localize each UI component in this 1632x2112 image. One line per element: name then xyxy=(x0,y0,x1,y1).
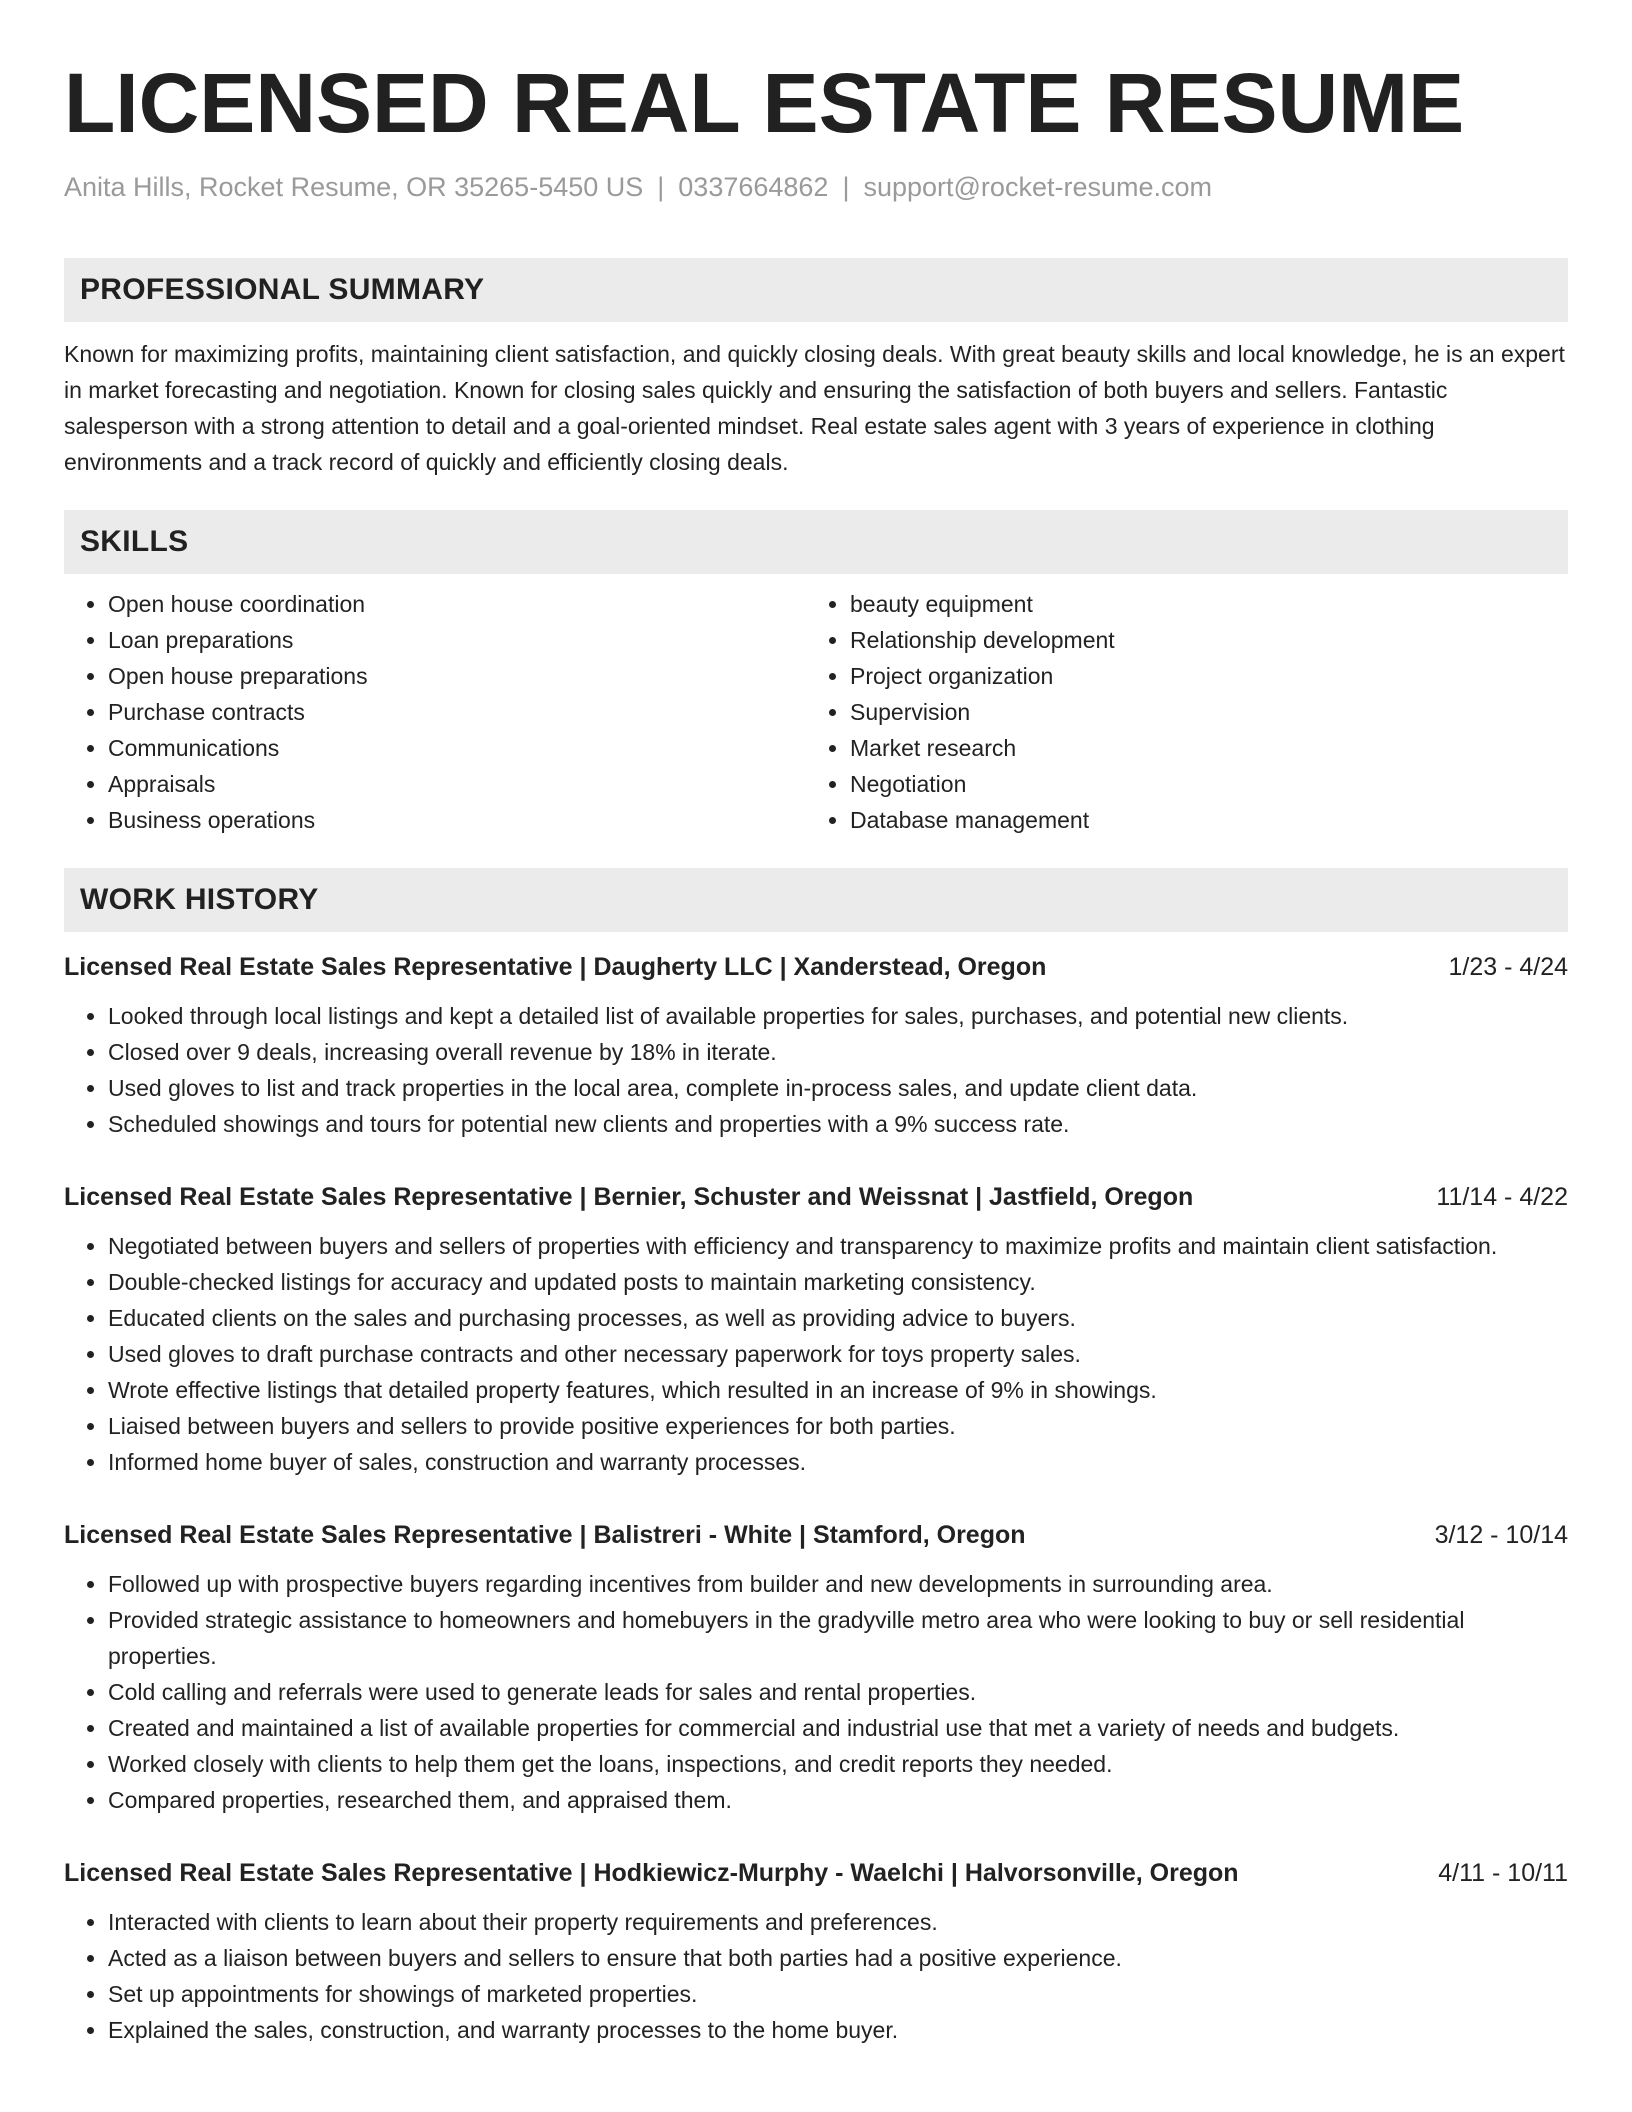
job-bullet: • Interacted with clients to learn about their property requirements and preferences. xyxy=(108,1904,1568,1940)
skills-columns xyxy=(64,586,1568,838)
job-entry xyxy=(64,950,1568,1142)
job-bullet: • Negotiated between buyers and sellers of properties with efficiency and transparency to maximize profits and maintain client satisfaction. xyxy=(108,1228,1568,1264)
skills-list-right xyxy=(806,586,1548,838)
job-title: Licensed Real Estate Sales Representative | Bernier, Schuster and Weissnat | Jastfield, Oregon xyxy=(64,1183,1194,1211)
job-bullet: • Looked through local listings and kept a detailed list of available properties for sales, purchases, and potential new clients. xyxy=(108,998,1568,1034)
contact-line xyxy=(64,170,1568,204)
skill-item: • Open house coordination xyxy=(108,586,806,622)
summary-text: Known for maximizing profits, maintaining client satisfaction, and quickly closing deals. With great beauty skills and local knowledge, he is an expert in market forecasting and negotiation. Known for closing sales quickly and ensuring the satisfaction of both buyers and sellers. Fantastic salesperson with a strong attention to detail and a goal-oriented mindset. Real estate sales agent with 3 years of experience in clothing environments and a track record of quickly and efficiently closing deals. xyxy=(64,341,1565,475)
skill-item: • Database management xyxy=(850,802,1548,838)
job-entry xyxy=(64,1856,1568,2048)
contact-separator: | xyxy=(657,172,665,202)
skill-item: • Negotiation xyxy=(850,766,1548,802)
resume-title: LICENSED REAL ESTATE RESUME xyxy=(64,56,1465,150)
skill-item: • Appraisals xyxy=(108,766,806,802)
job-entry xyxy=(64,1180,1568,1480)
contact-separator: | xyxy=(842,172,850,202)
skill-item: • Supervision xyxy=(850,694,1548,730)
job-bullet: • Scheduled showings and tours for potential new clients and properties with a 9% success rate. xyxy=(108,1106,1568,1142)
job-bullet: • Cold calling and referrals were used to generate leads for sales and rental properties. xyxy=(108,1674,1568,1710)
contact-address: Anita Hills, Rocket Resume, OR 35265-5450 US xyxy=(64,172,644,202)
section-heading-skills: SKILLS xyxy=(64,510,1568,574)
job-entry xyxy=(64,1518,1568,1818)
skill-item: • beauty equipment xyxy=(850,586,1548,622)
job-bullet: • Compared properties, researched them, and appraised them. xyxy=(108,1782,1568,1818)
job-header xyxy=(64,1856,1568,1890)
job-bullet: • Acted as a liaison between buyers and sellers to ensure that both parties had a positive experience. xyxy=(108,1940,1568,1976)
job-bullet: • Informed home buyer of sales, construction and warranty processes. xyxy=(108,1444,1568,1480)
skill-item: • Loan preparations xyxy=(108,622,806,658)
job-bullets xyxy=(64,1228,1568,1480)
job-dates: 4/11 - 10/11 xyxy=(1438,1859,1568,1887)
job-title: Licensed Real Estate Sales Representative | Balistreri - White | Stamford, Oregon xyxy=(64,1521,1026,1549)
job-bullets xyxy=(64,1566,1568,1818)
job-bullet: • Used gloves to draft purchase contracts and other necessary paperwork for toys property sales. xyxy=(108,1336,1568,1372)
job-dates: 1/23 - 4/24 xyxy=(1448,953,1568,981)
job-bullet: • Double-checked listings for accuracy and updated posts to maintain marketing consistency. xyxy=(108,1264,1568,1300)
skill-item: • Business operations xyxy=(108,802,806,838)
skill-item: • Communications xyxy=(108,730,806,766)
job-bullet: • Provided strategic assistance to homeowners and homebuyers in the gradyville metro area who were looking to buy or sell residential properties. xyxy=(108,1602,1568,1674)
job-dates: 11/14 - 4/22 xyxy=(1436,1183,1568,1211)
job-bullet: • Created and maintained a list of available properties for commercial and industrial use that met a variety of needs and budgets. xyxy=(108,1710,1568,1746)
section-heading-summary: PROFESSIONAL SUMMARY xyxy=(64,258,1568,322)
job-bullet: • Liaised between buyers and sellers to provide positive experiences for both parties. xyxy=(108,1408,1568,1444)
contact-email: support@rocket-resume.com xyxy=(863,172,1212,202)
job-bullet: • Followed up with prospective buyers regarding incentives from builder and new developments in surrounding area. xyxy=(108,1566,1568,1602)
job-bullets xyxy=(64,998,1568,1142)
job-bullet: • Used gloves to list and track properties in the local area, complete in-process sales, and update client data. xyxy=(108,1070,1568,1106)
skill-item: • Relationship development xyxy=(850,622,1548,658)
contact-phone: 0337664862 xyxy=(678,172,829,202)
skill-item: • Purchase contracts xyxy=(108,694,806,730)
job-bullet: • Wrote effective listings that detailed property features, which resulted in an increase of 9% in showings. xyxy=(108,1372,1568,1408)
job-bullet: • Worked closely with clients to help them get the loans, inspections, and credit reports they needed. xyxy=(108,1746,1568,1782)
job-bullets xyxy=(64,1904,1568,2048)
job-bullet: • Educated clients on the sales and purchasing processes, as well as providing advice to buyers. xyxy=(108,1300,1568,1336)
job-title: Licensed Real Estate Sales Representative | Daugherty LLC | Xanderstead, Oregon xyxy=(64,953,1047,981)
job-header xyxy=(64,950,1568,984)
skill-item: • Project organization xyxy=(850,658,1548,694)
section-heading-work-history: WORK HISTORY xyxy=(64,868,1568,932)
job-bullet: • Explained the sales, construction, and warranty processes to the home buyer. xyxy=(108,2012,1568,2048)
skill-item: • Market research xyxy=(850,730,1548,766)
skills-list-left xyxy=(64,586,806,838)
job-header xyxy=(64,1180,1568,1214)
job-title: Licensed Real Estate Sales Representative | Hodkiewicz-Murphy - Waelchi | Halvorsonville, Oregon xyxy=(64,1859,1239,1887)
job-header xyxy=(64,1518,1568,1552)
job-bullet: • Set up appointments for showings of marketed properties. xyxy=(108,1976,1568,2012)
job-dates: 3/12 - 10/14 xyxy=(1434,1521,1568,1549)
skill-item: • Open house preparations xyxy=(108,658,806,694)
job-bullet: • Closed over 9 deals, increasing overall revenue by 18% in iterate. xyxy=(108,1034,1568,1070)
